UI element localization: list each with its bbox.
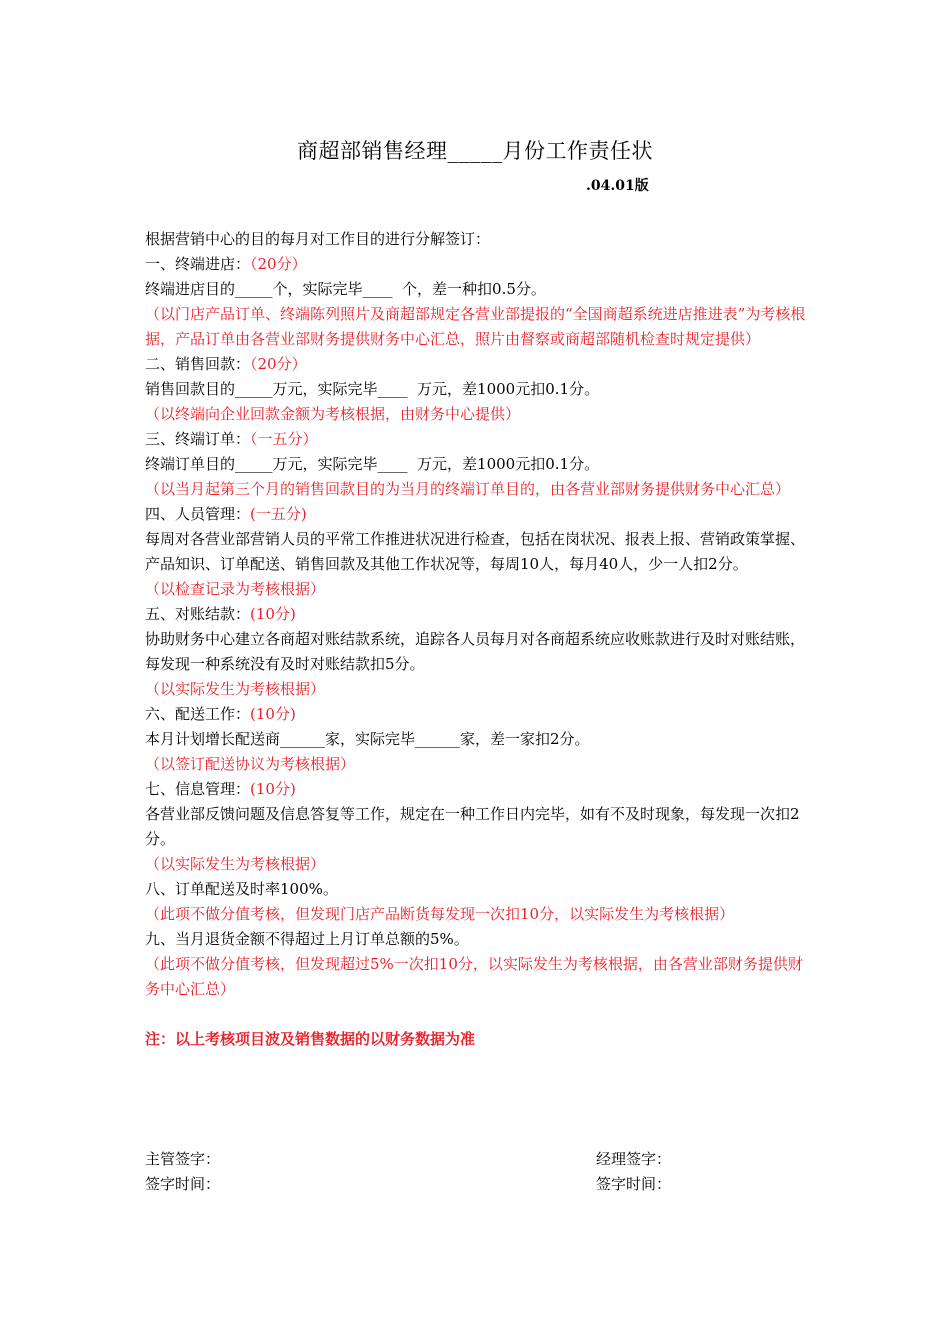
section-basis-8: （此项不做分值考核，但发现门店产品断货每发现一次扣10分，以实际发生为考核根据） [145,905,735,923]
section-basis-4: （以检查记录为考核根据） [145,580,326,598]
section-heading-3 [145,427,810,452]
section-content-6: 本月计划增长配送商______家，实际完毕______家，差一家扣2分。 [145,730,590,748]
section-points: (10分) [250,705,296,723]
signature-time-row [145,1172,810,1197]
section-content-3: 终端订单目的_____万元，实际完毕____ 万元，差1000元扣0.1分。 [145,455,600,473]
spacer [145,1002,810,1027]
section-basis-7: （以实际发生为考核根据） [145,855,326,873]
supervisor-time-label: 签字时间： [145,1175,221,1193]
document-title: 商超部销售经理_____月份工作责任状 [297,139,653,163]
section-heading-9: 九、当月退货金额不得超过上月订单总额的5%。 [145,930,469,948]
section-title: 六、配送工作： [145,705,251,723]
section-points: (10分) [250,605,296,623]
section-content-5: 协助财务中心建立各商超对账结款系统，追踪各人员每月对各商超系统应收账款进行及时对账结账，每发现一种系统没有及时对账结款扣5分。 [145,630,806,673]
section-basis-6: （以签订配送协议为考核根据） [145,755,356,773]
section-basis-9: （此项不做分值考核，但发现超过5%一次扣10分，以实际发生为考核根据，由各营业部财务提供财务中心汇总） [145,955,803,998]
section-basis-1: （以门店产品订单、终端陈列照片及商超部规定各营业部提报的“全国商超系统进店推进表”为考核根据，产品订单由各营业部财务提供财务中心汇总，照片由督察或商超部随机检查时规定提供） [145,305,806,348]
intro-text: 根据营销中心的目的每月对工作目的进行分解签订： [145,230,491,248]
section-basis-2: （以终端向企业回款金额为考核根据，由财务中心提供） [145,405,521,423]
signature-block [145,1147,810,1197]
section-title: 三、终端订单： [145,430,251,448]
section-basis-5: （以实际发生为考核根据） [145,680,326,698]
section-heading-1 [145,252,810,277]
document-body [145,227,810,1052]
section-content-1: 终端进店目的_____个，实际完毕____ 个，差一种扣0.5分。 [145,280,546,298]
section-title: 二、销售回款： [145,355,251,373]
section-heading-6 [145,702,810,727]
section-title: 四、人员管理： [145,505,251,523]
supervisor-sign-label: 主管签字： [145,1150,221,1168]
section-content-2: 销售回款目的_____万元，实际完毕____ 万元，差1000元扣0.1分。 [145,380,600,398]
section-heading-7 [145,777,810,802]
section-heading-8: 八、订单配送及时率100%。 [145,880,338,898]
section-title: 五、对账结款： [145,605,251,623]
finance-note: 注：以上考核项目波及销售数据的以财务数据为准 [145,1030,476,1048]
section-content-7: 各营业部反馈问题及信息答复等工作，规定在一种工作日内完毕，如有不及时现象，每发现一次扣2分。 [145,805,800,848]
manager-time-label: 签字时间： [596,1175,672,1193]
section-heading-2 [145,352,810,377]
version-label: .04.01版 [586,178,649,194]
section-points: （20分） [250,255,307,273]
section-points: （一五分） [250,430,318,448]
section-points: (一五分) [250,505,307,523]
section-heading-4 [145,502,810,527]
section-title: 七、信息管理： [145,780,251,798]
manager-sign-label: 经理签字： [596,1150,672,1168]
section-content-4: 每周对各营业部营销人员的平常工作推进状况进行检查，包括在岗状况、报表上报、营销政策掌握、产品知识、订单配送、销售回款及其他工作状况等，每周10人，每月40人，少一人扣2分。 [145,530,806,573]
section-basis-3: （以当月起第三个月的销售回款目的为当月的终端订单目的，由各营业部财务提供财务中心汇总） [145,480,791,498]
section-points: （20分） [250,355,307,373]
signature-row [145,1147,810,1172]
section-title: 一、终端进店： [145,255,251,273]
section-points: (10分) [250,780,296,798]
section-heading-5 [145,602,810,627]
